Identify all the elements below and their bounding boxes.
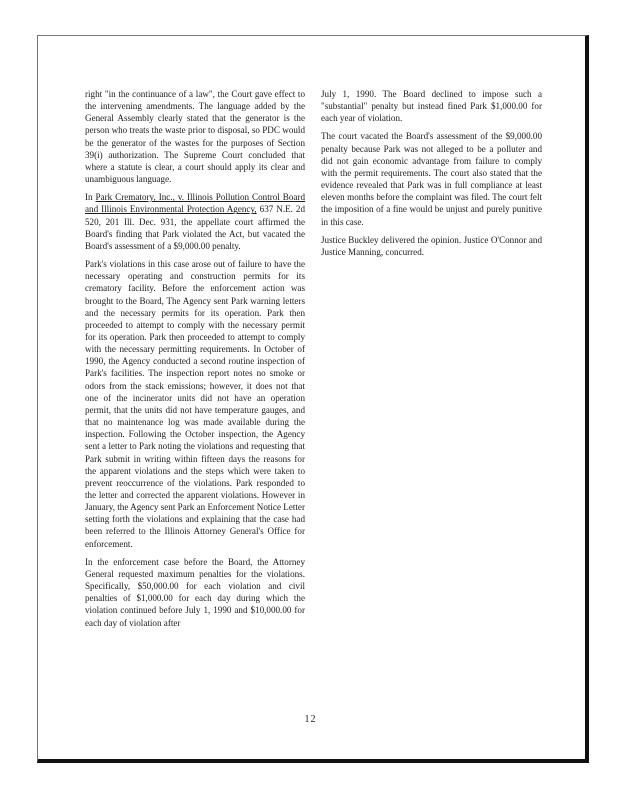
page-number: 12 — [304, 714, 317, 725]
case-intro: In — [85, 192, 93, 203]
case-citation: Park Crematory, Inc., v. Illinois Pollution Control Board and Illinois Environmental Protection Agency, — [85, 192, 306, 215]
left-paragraph-3: Park's violations in this case arose out of failure to have the necessary operating and construction permits for its crematory facility. Before the enforcement action was brought to the Board, The Agency sent Park warning letters and the necessary permits for its operation. Park then proceeded to attempt to comply with the necessary permit for its operation. Park then proceeded to attempt to comply with the necessary permitting requirements. In October of 1990, the Agency conducted a second routine inspection of Park's facilities. The inspection report notes no smoke or odors from the stack emissions; however, it does not that one of the incinerator units did not have an operation permit, that the units did not have temperature gauges, and that no maintenance log was made available during the inspection. Following the October inspection, the Agency sent a letter to Park noting the violations and requesting that Park submit in writing within fifteen days the reasons for the apparent violations and the steps which were taken to prevent reoccurrence of the violations. Park responded to the letter and corrected the apparent violations. However in January, the Agency sent Park an Enforcement Notice Letter setting forth the violations and explaining that the case had been referred to the Illinois Attorney General's Office for enforcement. — [85, 259, 305, 549]
right-column — [321, 88, 542, 264]
left-paragraph-1: right "in the continuance of a law", the Court gave effect to the intervening amendments. The language added by the General Assembly clearly stated that the generator is the person who treats the waste prior to disposal, so PDC would be the generator of the wastes for the purposes of Section 39(i) authorization. The Supreme Court concluded that where a statute is clear, a court should apply its clear and unambiguous language. — [85, 89, 305, 185]
left-paragraph-4: In the enforcement case before the Board, the Attorney General requested maximum penalties for the violations. Specifically, $50,000.00 for each violation and civil penalties of $1,000.00 for each day during which the violation continued before July 1, 1990 and $10,000.00 for each day of violation after — [85, 556, 305, 628]
right-paragraph-3: Justice Buckley delivered the opinion. Justice O'Connor and Justice Manning, concurred. — [321, 234, 542, 257]
left-paragraph-2 — [85, 191, 305, 252]
left-column — [85, 88, 305, 635]
right-paragraph-1: July 1, 1990. The Board declined to impose such a "substantial" penalty but instead fined Park $1,000.00 for each year of violation. — [321, 89, 542, 124]
case-details: 637 N.E. 2d 520, 201 Ill. Dec. 931, the appellate court affirmed the Board's finding that Park violated the Act, but vacated the Board's assessment of a $9,000.00 penalty. — [85, 204, 306, 251]
right-paragraph-2: The court vacated the Board's assessment of the $9,000.00 penalty because Park was not alleged to be a polluter and did not gain economic advantage from failure to comply with the permit requirements. The court also stated that the evidence revealed that Park was in full compliance at least eleven months before the complaint was filed. The court felt the imposition of a fine would be unjust and purely punitive in this case. — [321, 131, 542, 227]
